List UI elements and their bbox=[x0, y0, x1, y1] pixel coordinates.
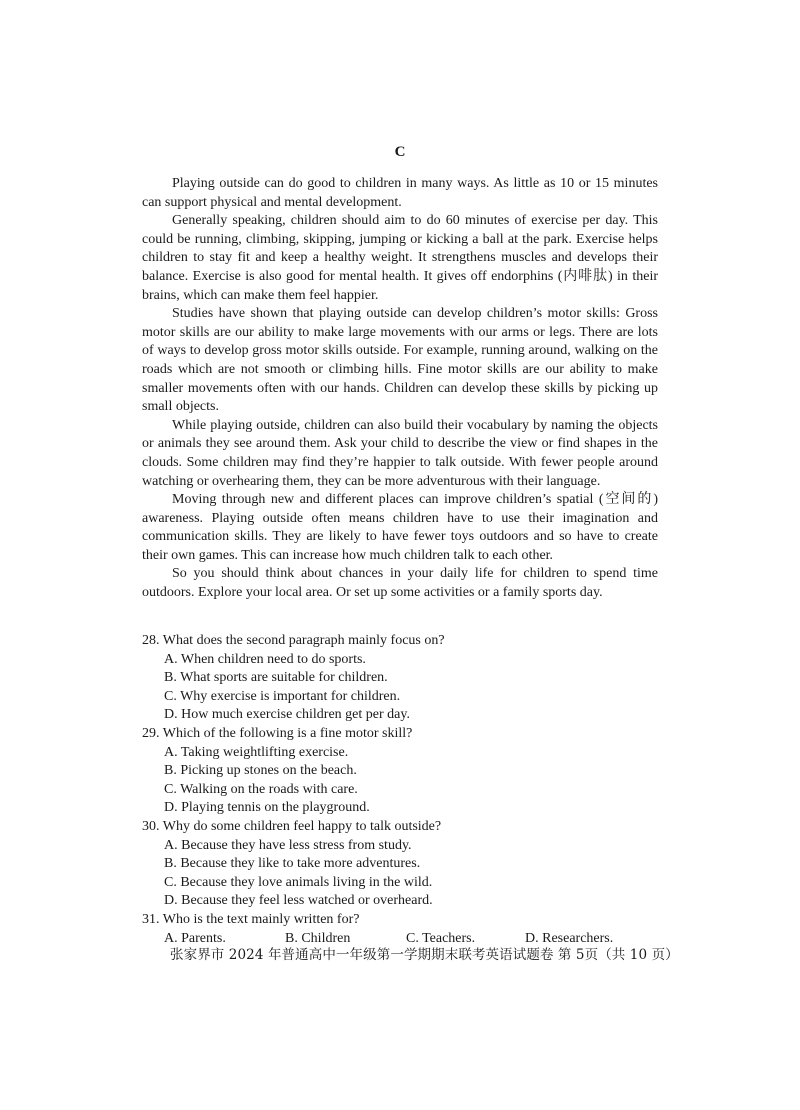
section-heading: C bbox=[394, 144, 406, 160]
answer-option: C. Walking on the roads with care. bbox=[164, 781, 358, 797]
answer-option: A. When children need to do sports. bbox=[164, 651, 366, 667]
page-footer: 张家界市 2024 年普通高中一年级第一学期期末联考英语试题卷 第 5页（共 10 页） bbox=[170, 947, 679, 963]
paragraph: Studies have shown that playing outside can develop children’s motor skills: Gross motor skills are our ability to make large movements with our arms or legs. There are lots of ways to develop gross motor skills outside. For example, running around, walking on the roads which are not smooth or climbing hills. Fine motor skills are our ability to make smaller movements often with our hands. Children can develop these skills by picking up small objects. bbox=[142, 306, 658, 415]
answer-option: C. Teachers. bbox=[406, 930, 476, 946]
paragraph: Moving through new and different places can improve children’s spatial (空间的) awareness. Playing outside often means children have to use their imagination and communication skills. They are likely to have fewer toys outdoors and so have to create their own games. This can increase how much children talk to each other. bbox=[142, 492, 658, 563]
answer-option: B. Picking up stones on the beach. bbox=[164, 763, 357, 779]
question bbox=[142, 725, 662, 818]
answer-option: D. How much exercise children get per day. bbox=[164, 707, 410, 723]
answer-option: B. Because they like to take more adventures. bbox=[164, 856, 421, 872]
answer-option: C. Why exercise is important for children. bbox=[164, 688, 401, 704]
question-list bbox=[142, 632, 662, 948]
reading-passage bbox=[142, 175, 658, 603]
answer-option: A. Because they have less stress from study. bbox=[164, 837, 412, 853]
answer-option: B. Children bbox=[285, 930, 351, 946]
question bbox=[142, 911, 662, 948]
question bbox=[142, 632, 662, 725]
question-stem: 31. Who is the text mainly written for? bbox=[142, 911, 360, 927]
question-stem: 28. What does the second paragraph mainly focus on? bbox=[142, 633, 445, 648]
answer-option: D. Researchers. bbox=[525, 930, 614, 946]
paragraph: Generally speaking, children should aim to do 60 minutes of exercise per day. This could be running, climbing, skipping, jumping or kicking a ball at the park. Exercise helps children to stay fit and keep a healthy weight. It strengthens muscles and develops their balance. Exercise is also good for mental health. It gives off endorphins (内啡肽) in their brains, which can make them feel happier. bbox=[142, 213, 658, 303]
paragraph: Playing outside can do good to children in many ways. As little as 10 or 15 minutes can support physical and mental development. bbox=[142, 176, 658, 210]
answer-option: D. Because they feel less watched or overheard. bbox=[164, 893, 433, 909]
paragraph: While playing outside, children can also build their vocabulary by naming the objects or animals they see around them. Ask your child to describe the view or find shapes in the clouds. Some children may find they’re happier to talk outside. With fewer people around watching or overhearing them, they can be more adventurous with their language. bbox=[142, 417, 658, 489]
paragraph: So you should think about chances in your daily life for children to spend time outdoors. Explore your local area. Or set up some activities or a family sports day. bbox=[142, 566, 658, 601]
answer-option: D. Playing tennis on the playground. bbox=[164, 800, 370, 816]
answer-option: A. Taking weightlifting exercise. bbox=[164, 744, 349, 760]
answer-option: B. What sports are suitable for children. bbox=[164, 670, 388, 686]
answer-option: A. Parents. bbox=[164, 930, 226, 946]
question-stem: 30. Why do some children feel happy to talk outside? bbox=[142, 818, 442, 834]
question bbox=[142, 818, 662, 911]
question-stem: 29. Which of the following is a fine motor skill? bbox=[142, 725, 413, 741]
answer-option: C. Because they love animals living in the wild. bbox=[164, 874, 433, 890]
